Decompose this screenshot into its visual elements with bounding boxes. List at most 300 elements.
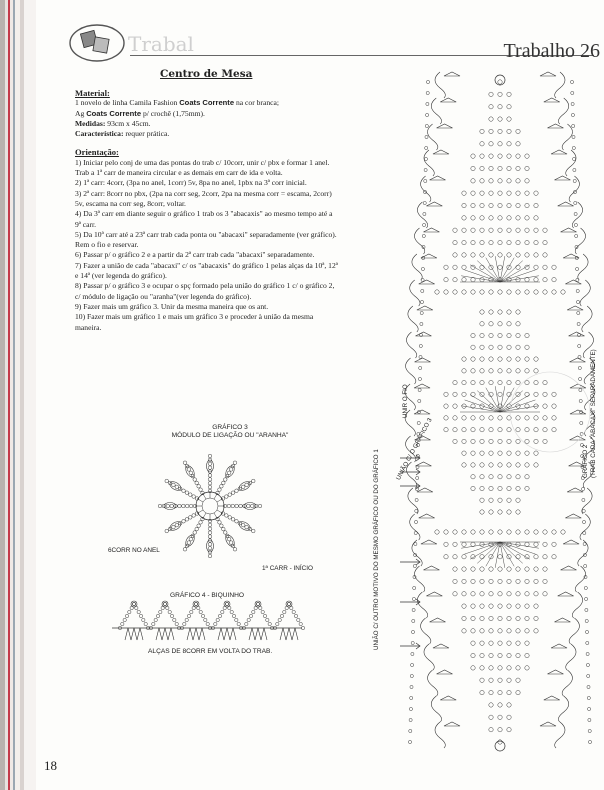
pineapple-stitch bbox=[507, 715, 511, 719]
picot-chain bbox=[128, 610, 131, 613]
edge-loop bbox=[569, 618, 579, 644]
side-chain bbox=[414, 520, 417, 523]
spoke-chain bbox=[193, 531, 197, 535]
side-chain bbox=[414, 553, 417, 556]
pineapple-stitch bbox=[480, 166, 484, 170]
side-chain bbox=[418, 399, 421, 402]
pineapple-stitch bbox=[435, 290, 439, 294]
arrow-mark bbox=[292, 628, 298, 640]
side-chain bbox=[576, 278, 579, 281]
label-union-graphic-1: UNIÃO C/ OUTRO MOTIVO DO MESMO GRÁFICO OU DO GRÁFICO 1 bbox=[373, 449, 380, 650]
pineapple-stitch bbox=[444, 277, 448, 281]
pineapple-stitch bbox=[534, 555, 538, 559]
pineapple-stitch bbox=[507, 567, 511, 571]
picot-chain bbox=[263, 614, 266, 617]
pineapple-stitch bbox=[444, 416, 448, 420]
spoke-chain bbox=[218, 521, 222, 525]
spoke-chain bbox=[166, 504, 170, 508]
pineapple-stitch bbox=[516, 439, 520, 443]
pineapple-stitch bbox=[498, 555, 502, 559]
picot-chain bbox=[214, 622, 217, 625]
pineapple-stitch bbox=[507, 666, 511, 670]
edge-loop bbox=[417, 592, 427, 618]
side-chain bbox=[579, 399, 582, 402]
picot-chain bbox=[252, 610, 255, 613]
side-chain bbox=[424, 157, 427, 160]
spoke-chain bbox=[208, 454, 212, 458]
pineapple-stitch bbox=[534, 439, 538, 443]
picot-chain bbox=[256, 602, 259, 605]
pineapple-stitch bbox=[525, 179, 529, 183]
side-chain bbox=[577, 322, 580, 325]
edge-loop bbox=[572, 592, 582, 618]
shell-fan bbox=[569, 358, 585, 362]
side-chain bbox=[586, 652, 589, 655]
pineapple-stitch bbox=[480, 191, 484, 195]
shell-fan bbox=[423, 228, 439, 232]
shell-fan bbox=[421, 254, 437, 258]
pineapple-stitch bbox=[453, 253, 457, 257]
spoke-chain bbox=[183, 461, 187, 465]
pineapple-stitch bbox=[435, 530, 439, 534]
side-chain bbox=[423, 201, 426, 204]
picot-chain bbox=[142, 618, 145, 621]
side-chain bbox=[411, 663, 414, 666]
pineapple-stitch bbox=[534, 290, 538, 294]
spoke-chain bbox=[208, 485, 212, 489]
picot-chain bbox=[204, 618, 207, 621]
side-chain bbox=[414, 542, 417, 545]
pineapple-stitch bbox=[534, 616, 538, 620]
pineapple-stitch bbox=[516, 191, 520, 195]
pineapple-stitch bbox=[462, 416, 466, 420]
pineapple-stitch bbox=[489, 616, 493, 620]
pineapple-stitch bbox=[525, 380, 529, 384]
side-chain bbox=[577, 311, 580, 314]
side-chain bbox=[573, 190, 576, 193]
pineapple-stitch bbox=[507, 333, 511, 337]
pineapple-stitch bbox=[480, 530, 484, 534]
shell-fan bbox=[444, 722, 460, 726]
spoke-chain bbox=[178, 504, 182, 508]
pineapple-stitch bbox=[525, 616, 529, 620]
pineapple-stitch bbox=[444, 290, 448, 294]
step-9: 9) Fazer mais um gráfico 3. Unir da mesma maneira que os ant. bbox=[75, 301, 269, 311]
pineapple-stitch bbox=[507, 592, 511, 596]
pineapple-stitch bbox=[462, 265, 466, 269]
pineapple-stitch bbox=[480, 427, 484, 431]
pineapple-stitch bbox=[543, 277, 547, 281]
pineapple-stitch bbox=[480, 439, 484, 443]
pineapple-stitch bbox=[462, 203, 466, 207]
pineapple-stitch bbox=[552, 555, 556, 559]
pineapple-stitch bbox=[471, 333, 475, 337]
edge-loop bbox=[580, 280, 590, 306]
pineapple-stitch bbox=[507, 345, 511, 349]
spoke-chain bbox=[197, 524, 201, 528]
pineapple-stitch bbox=[516, 604, 520, 608]
pineapple-stitch bbox=[462, 191, 466, 195]
pineapple-stitch bbox=[516, 240, 520, 244]
edge-loop bbox=[575, 228, 585, 254]
label-graphic-2: GRÁFICO 2 bbox=[582, 444, 589, 478]
pineapple-stitch bbox=[498, 357, 502, 361]
pineapple-stitch bbox=[516, 345, 520, 349]
pineapple-stitch bbox=[543, 542, 547, 546]
shell-fan bbox=[547, 124, 563, 128]
pineapple-stitch bbox=[471, 530, 475, 534]
pineapple-stitch bbox=[471, 154, 475, 158]
spoke-chain bbox=[183, 548, 187, 552]
spoke-chain bbox=[222, 481, 226, 485]
pineapple-stitch bbox=[507, 310, 511, 314]
spoke-chain bbox=[192, 514, 196, 518]
pineapple-stitch bbox=[480, 510, 484, 514]
pineapple-stitch bbox=[552, 542, 556, 546]
spoke-chain bbox=[208, 462, 212, 466]
pineapple-stitch bbox=[489, 92, 493, 96]
shell-fan bbox=[415, 332, 431, 336]
pineapple-stitch bbox=[516, 129, 520, 133]
spoke-chain bbox=[239, 504, 243, 508]
picot-chain bbox=[194, 602, 197, 605]
pineapple-stitch bbox=[471, 629, 475, 633]
spoke-chain bbox=[199, 521, 203, 525]
pineapple-stitch bbox=[543, 427, 547, 431]
side-chain bbox=[574, 212, 577, 215]
shell-fan bbox=[426, 202, 442, 206]
spoke-chain bbox=[252, 479, 256, 483]
pineapple-stitch bbox=[489, 179, 493, 183]
spoke-chain bbox=[195, 527, 199, 531]
picot-chain bbox=[154, 618, 157, 621]
pineapple-stitch bbox=[462, 392, 466, 396]
pineapple-stitch bbox=[480, 322, 484, 326]
shell-fan bbox=[414, 410, 430, 414]
pineapple-stitch bbox=[471, 666, 475, 670]
edge-loop bbox=[569, 176, 579, 202]
shell-fan bbox=[563, 254, 579, 258]
side-chain bbox=[419, 355, 422, 358]
spoke-chain bbox=[245, 525, 249, 529]
pineapple-stitch bbox=[498, 129, 502, 133]
pineapple-stitch bbox=[507, 290, 511, 294]
side-chain bbox=[420, 300, 423, 303]
pineapple-stitch bbox=[498, 510, 502, 514]
side-chain bbox=[418, 377, 421, 380]
spoke-chain bbox=[208, 527, 212, 531]
spoke-chain bbox=[231, 518, 235, 522]
spoke-chain bbox=[187, 468, 191, 472]
picot-chain bbox=[187, 614, 190, 617]
pineapple-stitch bbox=[462, 228, 466, 232]
pineapple-stitch bbox=[507, 380, 511, 384]
side-chain bbox=[409, 718, 412, 721]
picot-chain bbox=[183, 622, 186, 625]
picot-chain bbox=[230, 610, 233, 613]
spoke-chain bbox=[182, 519, 186, 523]
shell-fan bbox=[437, 124, 453, 128]
side-chain bbox=[574, 201, 577, 204]
pineapple-stitch bbox=[516, 542, 520, 546]
pineapple-stitch bbox=[525, 191, 529, 195]
arrow-mark bbox=[193, 628, 199, 640]
edge-loop bbox=[566, 150, 576, 176]
pineapple-stitch bbox=[480, 380, 484, 384]
pineapple-stitch bbox=[462, 567, 466, 571]
pineapple-stitch bbox=[507, 191, 511, 195]
picot-chain bbox=[170, 614, 173, 617]
pineapple-stitch bbox=[453, 228, 457, 232]
shell-fan bbox=[417, 488, 433, 492]
pineapple-stitch bbox=[543, 416, 547, 420]
edge-loop bbox=[431, 696, 441, 722]
side-chain bbox=[587, 685, 590, 688]
pineapple-stitch bbox=[525, 240, 529, 244]
side-chain bbox=[420, 311, 423, 314]
spoke-chain bbox=[185, 491, 189, 495]
pineapple-stitch bbox=[534, 427, 538, 431]
pineapple-stitch bbox=[489, 629, 493, 633]
pineapple-stitch bbox=[525, 228, 529, 232]
pineapple-stitch bbox=[498, 740, 502, 744]
side-chain bbox=[420, 322, 423, 325]
pineapple-stitch bbox=[534, 191, 538, 195]
pineapple-stitch bbox=[471, 179, 475, 183]
side-chain bbox=[572, 146, 575, 149]
spoke-chain bbox=[241, 523, 245, 527]
picot-chain bbox=[237, 622, 240, 625]
side-chain bbox=[426, 80, 429, 83]
pineapple-stitch bbox=[480, 451, 484, 455]
pineapple-stitch bbox=[498, 666, 502, 670]
side-chain bbox=[572, 135, 575, 138]
spoke-chain bbox=[208, 466, 212, 470]
pineapple-stitch bbox=[498, 451, 502, 455]
pineapple-stitch bbox=[498, 369, 502, 373]
pineapple-stitch bbox=[534, 357, 538, 361]
pineapple-stitch bbox=[480, 616, 484, 620]
pineapple-stitch bbox=[552, 290, 556, 294]
pineapple-stitch bbox=[498, 240, 502, 244]
picot-chain bbox=[280, 614, 283, 617]
pineapple-stitch bbox=[498, 416, 502, 420]
shell-fan bbox=[430, 618, 446, 622]
spoke-chain bbox=[158, 504, 162, 508]
pineapple-stitch bbox=[489, 154, 493, 158]
pineapple-stitch bbox=[507, 142, 511, 146]
pineapple-stitch bbox=[480, 542, 484, 546]
pineapple-stitch bbox=[489, 579, 493, 583]
pineapple-stitch bbox=[498, 727, 502, 731]
shell-fan bbox=[547, 670, 563, 674]
side-chain bbox=[582, 509, 585, 512]
spoke-chain bbox=[258, 504, 262, 508]
side-chain bbox=[571, 91, 574, 94]
picot-chain bbox=[266, 618, 269, 621]
edge-loop bbox=[406, 332, 416, 358]
pineapple-stitch bbox=[462, 629, 466, 633]
shell-fan bbox=[565, 514, 581, 518]
pineapple-stitch bbox=[462, 592, 466, 596]
magazine-spine-edge bbox=[0, 0, 36, 790]
pineapple-stitch bbox=[516, 510, 520, 514]
pineapple-stitch bbox=[453, 427, 457, 431]
pineapple-stitch bbox=[498, 530, 502, 534]
spoke-chain bbox=[218, 488, 222, 492]
pineapple-stitch bbox=[525, 392, 529, 396]
pineapple-stitch bbox=[489, 216, 493, 220]
spoke-chain bbox=[172, 483, 176, 487]
graphic-4-picot-diagram bbox=[110, 600, 305, 646]
pineapple-stitch bbox=[462, 216, 466, 220]
side-chain bbox=[422, 234, 425, 237]
pineapple-stitch bbox=[480, 179, 484, 183]
pineapple-stitch bbox=[507, 579, 511, 583]
pineapple-stitch bbox=[471, 345, 475, 349]
pineapple-stitch bbox=[471, 567, 475, 571]
pineapple-stitch bbox=[534, 265, 538, 269]
pineapple-stitch bbox=[516, 666, 520, 670]
shell-fan bbox=[561, 566, 577, 570]
graphic-4-caption: ALÇAS DE 8CORR EM VOLTA DO TRAB. bbox=[148, 648, 273, 655]
side-chain bbox=[410, 685, 413, 688]
pineapple-stitch bbox=[516, 357, 520, 361]
spoke-chain bbox=[197, 484, 201, 488]
picot-chain bbox=[173, 618, 176, 621]
side-chain bbox=[421, 289, 424, 292]
shell-fan bbox=[567, 488, 583, 492]
pineapple-stitch bbox=[534, 542, 538, 546]
pineapple-stitch bbox=[471, 416, 475, 420]
pineapple-stitch bbox=[444, 404, 448, 408]
shell-fan bbox=[421, 540, 437, 544]
pineapple-stitch bbox=[453, 240, 457, 244]
pineapple-stitch bbox=[498, 604, 502, 608]
pineapple-stitch bbox=[462, 451, 466, 455]
measures-line: Medidas: 93cm x 45cm. bbox=[75, 118, 151, 128]
pineapple-stitch bbox=[543, 592, 547, 596]
pineapple-stitch bbox=[453, 404, 457, 408]
pineapple-stitch bbox=[525, 463, 529, 467]
picot bbox=[131, 601, 137, 607]
pineapple-stitch bbox=[489, 380, 493, 384]
pineapple-stitch bbox=[462, 579, 466, 583]
spoke-chain bbox=[235, 504, 239, 508]
pineapple-stitch bbox=[471, 427, 475, 431]
pineapple-stitch bbox=[534, 592, 538, 596]
edge-loop bbox=[410, 280, 420, 306]
side-chain bbox=[585, 597, 588, 600]
pineapple-stitch bbox=[462, 604, 466, 608]
pineapple-stitch bbox=[552, 416, 556, 420]
pineapple-stitch bbox=[471, 604, 475, 608]
shell-fan bbox=[569, 436, 585, 440]
arrow-mark bbox=[255, 628, 261, 640]
spoke-chain bbox=[245, 483, 249, 487]
pineapple-stitch bbox=[498, 690, 502, 694]
pineapple-stitch bbox=[525, 166, 529, 170]
side-chain bbox=[570, 80, 573, 83]
side-chain bbox=[573, 179, 576, 182]
arrow-mark bbox=[168, 628, 174, 640]
pineapple-stitch bbox=[561, 290, 565, 294]
pineapple-stitch bbox=[516, 228, 520, 232]
shell-fan bbox=[426, 592, 442, 596]
pineapple-stitch bbox=[489, 498, 493, 502]
pineapple-stitch bbox=[516, 380, 520, 384]
picot-chain bbox=[123, 618, 126, 621]
side-chain bbox=[572, 124, 575, 127]
pineapple-stitch bbox=[462, 555, 466, 559]
spoke-chain bbox=[225, 495, 229, 499]
spoke-chain bbox=[185, 518, 189, 522]
pineapple-stitch bbox=[498, 498, 502, 502]
pineapple-stitch bbox=[453, 265, 457, 269]
shell-fan bbox=[558, 592, 574, 596]
pineapple-stitch bbox=[480, 228, 484, 232]
pineapple-stitch bbox=[480, 404, 484, 408]
pineapple-stitch bbox=[462, 616, 466, 620]
picot-chain bbox=[163, 602, 166, 605]
spoke-chain bbox=[250, 504, 254, 508]
side-chain bbox=[424, 179, 427, 182]
pineapple-stitch bbox=[489, 530, 493, 534]
spoke-chain bbox=[208, 535, 212, 539]
picot-chain bbox=[221, 610, 224, 613]
pineapple-stitch bbox=[453, 579, 457, 583]
picot-chain bbox=[168, 610, 171, 613]
label-graphic-2-sub: (TRAB CADA "ABACAXI" SEPARADAMENTE) bbox=[590, 349, 597, 478]
pineapple-stitch bbox=[516, 404, 520, 408]
spoke-chain bbox=[208, 531, 212, 535]
step-7: 7) Fazer a união de cada "abacaxi" c/ os "abacaxis" do gráfico 1 pelas alças da 10ª, 12ª e 14ª (ver legenda do gráfico). bbox=[75, 260, 338, 281]
edge-loop bbox=[562, 124, 572, 150]
pineapple-stitch bbox=[462, 253, 466, 257]
spoke-chain bbox=[228, 516, 232, 520]
picot-chain bbox=[235, 618, 238, 621]
side-chain bbox=[582, 520, 585, 523]
material-label: Material: bbox=[75, 88, 110, 98]
spoke-chain bbox=[188, 516, 192, 520]
pineapple-stitch bbox=[534, 463, 538, 467]
pineapple-stitch bbox=[525, 486, 529, 490]
pineapple-stitch bbox=[498, 678, 502, 682]
pineapple-stitch bbox=[507, 678, 511, 682]
picot-chain bbox=[278, 618, 281, 621]
step-8: 8) Passar p/ o gráfico 3 e ocupar o spç formado pela união do gráfico 1 c/ o gráfico 2, c/ módulo de ligação ou "aranha"(ver legenda do gráfico). bbox=[75, 281, 335, 301]
side-chain bbox=[571, 113, 574, 116]
pineapple-stitch bbox=[507, 322, 511, 326]
pineapple-stitch bbox=[507, 727, 511, 731]
pineapple-stitch bbox=[489, 253, 493, 257]
picot-chain bbox=[199, 610, 202, 613]
pineapple-stitch bbox=[489, 427, 493, 431]
side-chain bbox=[578, 344, 581, 347]
pineapple-stitch bbox=[534, 240, 538, 244]
side-chain bbox=[417, 421, 420, 424]
picot-chain bbox=[261, 610, 264, 613]
step-4: 4) Da 3ª carr em diante seguir o gráfico 1 trab os 3 "abacaxis" ao mesmo tempo até a 9ª carr. bbox=[75, 209, 333, 229]
side-chain bbox=[409, 729, 412, 732]
pineapple-stitch bbox=[489, 641, 493, 645]
shell-fan bbox=[433, 644, 449, 648]
edge-loop bbox=[566, 644, 576, 670]
edge-loop bbox=[424, 150, 434, 176]
pineapple-stitch bbox=[489, 567, 493, 571]
pineapple-stitch bbox=[507, 510, 511, 514]
shell-fan bbox=[570, 384, 586, 388]
